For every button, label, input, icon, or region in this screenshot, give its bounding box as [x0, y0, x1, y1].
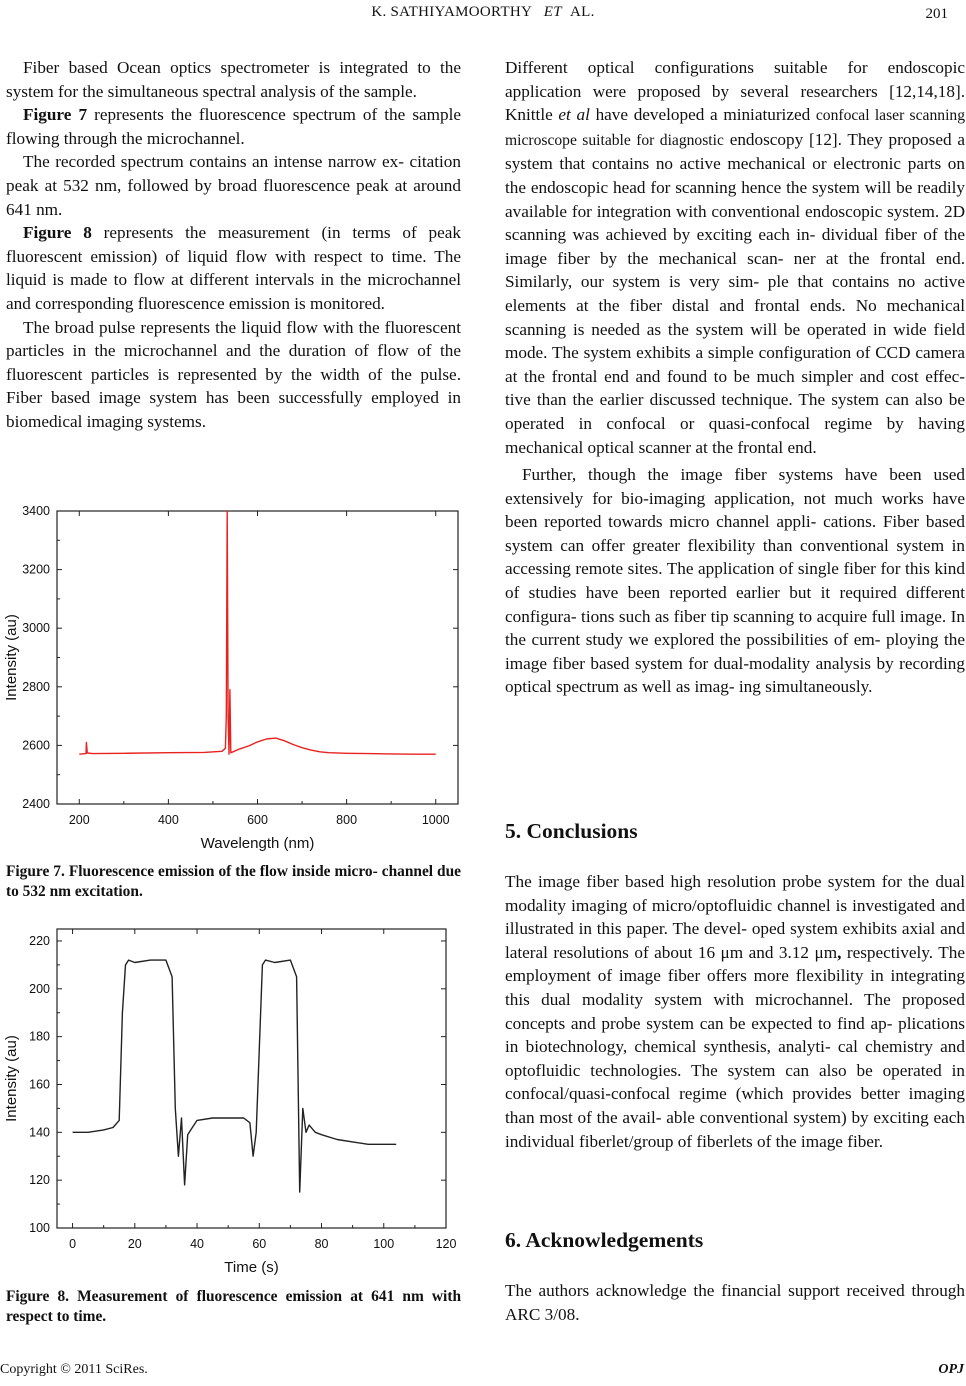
paragraph-text: Different optical configurations suitable for endoscopic application were proposed by several researchers [12,14,18]. Knittle — [505, 58, 965, 125]
y-tick-label: 3200 — [22, 562, 50, 577]
bold-comma: , — [837, 942, 842, 962]
paragraph: The recorded spectrum contains an intense narrow ex- citation peak at 532 nm, followed by broad fluorescence peak at around 641 nm. — [6, 152, 461, 219]
plot-frame — [57, 929, 446, 1228]
figure-8-chart — [0, 925, 462, 1277]
page-number: 201 — [925, 6, 948, 22]
figure-8-caption: Figure 8. Measurement of fluorescence emission at 641 nm with respect to time. — [6, 1288, 461, 1325]
paragraph-text: respectively. The employment of image fiber offers more flexibility in integrating this dual modality system with microchannel. The proposed concepts and probe system can be expected to find ap- plications in biotechnology, chemical synthesis, analyti- cal chemistry and optofluidic technologies. The system can also be operated in confocal/quasi-confocal regime (which provides better imaging than most of the avail- able conventional system) by exciting each individual fiberlet/group of fiberlets of the image fiber. — [505, 942, 966, 1151]
paragraph: Fiber based Ocean optics spectrometer is integrated to the system for the simultaneous spectral analysis of the sample. — [6, 58, 461, 101]
paragraph-text: The image fiber based high resolution probe system for the dual modality imaging of micro/optofluidic channel is investigated and illustrated in this paper. The devel- oped system exhibits axial and lateral resolutions of about 16 μm and 3.12 μm — [505, 872, 965, 962]
y-tick-label: 2400 — [22, 797, 50, 811]
paragraph-text: have developed a miniaturized — [589, 105, 816, 125]
x-axis-label: Wavelength (nm) — [200, 835, 315, 852]
x-tick-label: 40 — [190, 1237, 204, 1251]
y-axis-label: Intensity (au) — [3, 614, 20, 701]
paragraph: The authors acknowledge the financial support received through ARC 3/08. — [505, 1281, 965, 1324]
left-column — [6, 56, 461, 434]
series-line — [73, 960, 397, 1192]
x-tick-label: 60 — [252, 1237, 267, 1251]
copyright: Copyright © 2011 SciRes. — [0, 1362, 148, 1377]
y-tick-label: 120 — [29, 1173, 50, 1188]
paragraph-text: represents the measurement (in terms of peak fluorescent emission) of liquid flow with respect to time. The liquid is made to flow at different intervals in the microchannel and corresponding fluorescence emission is monitored. — [6, 223, 462, 313]
running-title-authors: K. SATHIYAMOORTHY — [371, 4, 532, 20]
x-axis-label: Time (s) — [224, 1259, 279, 1276]
y-tick-label: 200 — [29, 981, 50, 996]
journal-abbrev: OPJ — [938, 1362, 964, 1377]
y-axis-label: Intensity (au) — [3, 1035, 20, 1122]
paragraph: The broad pulse represents the liquid flow with the fluorescent particles in the microchannel and the duration of flow of the fluorescent particles is represented by the width of the pulse. Fiber based image system has been successfully employed in biomedical imaging systems. — [6, 317, 461, 431]
paragraph-text: confocal laser scanning microscope suitable for diagnostic — [505, 107, 965, 149]
x-tick-label: 20 — [127, 1237, 142, 1251]
x-tick-label: 400 — [157, 813, 179, 827]
paragraph — [505, 56, 965, 459]
x-tick-label: 1000 — [421, 813, 450, 827]
acknowledgements-body — [505, 1279, 965, 1326]
figure-reference[interactable]: Figure 8 — [23, 223, 92, 243]
y-tick-label: 180 — [29, 1029, 50, 1044]
paragraph: Further, though the image fiber systems have been used extensively for bio-imaging application, not much works have been reported towards micro channel appli- cations. Fiber based system can offer greater flexibility than conventional system in accessing remote sites. The application of single fiber for this kind of studies have been reported earlier but it required different configura- tions such as fiber tip scanning to acquire full image. In the current study we explored the possibilities of em- ploying the image fiber based system for dual-modality analysis by recording optical spectrum as well as imag- ing simultaneously. — [505, 465, 965, 697]
x-tick-label: 0 — [69, 1237, 77, 1251]
x-tick-label: 80 — [314, 1237, 329, 1251]
running-title-et: ET — [543, 4, 562, 20]
section-heading-conclusions: 5. Conclusions — [505, 819, 638, 843]
paragraph-text: endoscopy [12]. They proposed a system that contains no active mechanical or electronic parts on the endoscopic head for scanning hence the system will be readily available for integration with conventional endoscopic system. 2D scanning was achieved by exciting each in- dividual fiber of the image fiber by the mechanical scan- ner at the frontal end. Similarly, our system is very sim- ple that contains no active elements at the fiber distal and frontal ends. No mechanical scanning is needed as the system will be operated in wide field mode. The system exhibits a simple configuration of CCD camera at the frontal end and found to be much simpler and cost effec- tive than the earlier discussed technique. The system can also be operated in confocal or quasi-confocal regime by having mechanical optical scanner at the frontal end. — [505, 129, 965, 457]
x-tick-label: 120 — [435, 1237, 457, 1251]
x-tick-label: 200 — [68, 813, 90, 827]
y-tick-label: 160 — [29, 1077, 50, 1092]
y-tick-label: 2800 — [22, 679, 50, 694]
running-header — [0, 4, 966, 26]
y-tick-label: 220 — [29, 933, 50, 948]
running-title-al: AL. — [570, 4, 595, 20]
y-tick-label: 3400 — [22, 504, 50, 518]
figure-7-caption: Figure 7. Fluorescence emission of the flow inside micro- channel due to 532 nm excitation. — [6, 863, 461, 900]
conclusions-body — [505, 870, 965, 1153]
paragraph — [6, 103, 461, 150]
running-title — [0, 4, 966, 21]
y-tick-label: 100 — [29, 1221, 50, 1235]
section-heading-acknowledgements: 6. Acknowledgements — [505, 1228, 704, 1252]
x-tick-label: 600 — [247, 813, 268, 827]
paragraph — [6, 221, 461, 315]
et-al: et al — [558, 105, 590, 125]
y-tick-label: 3000 — [22, 621, 50, 636]
y-tick-label: 2600 — [22, 738, 50, 753]
paragraph-text: represents the fluorescence spectrum of the sample flowing through the microchannel. — [6, 105, 462, 148]
plot-frame — [57, 511, 458, 804]
figure-reference[interactable]: Figure 7 — [23, 105, 88, 125]
right-column — [505, 56, 965, 699]
paragraph — [505, 870, 965, 1153]
series-line — [79, 511, 435, 754]
x-tick-label: 800 — [336, 813, 358, 827]
figure-7-chart — [0, 498, 462, 854]
x-tick-label: 100 — [373, 1237, 395, 1251]
y-tick-label: 140 — [29, 1125, 50, 1140]
